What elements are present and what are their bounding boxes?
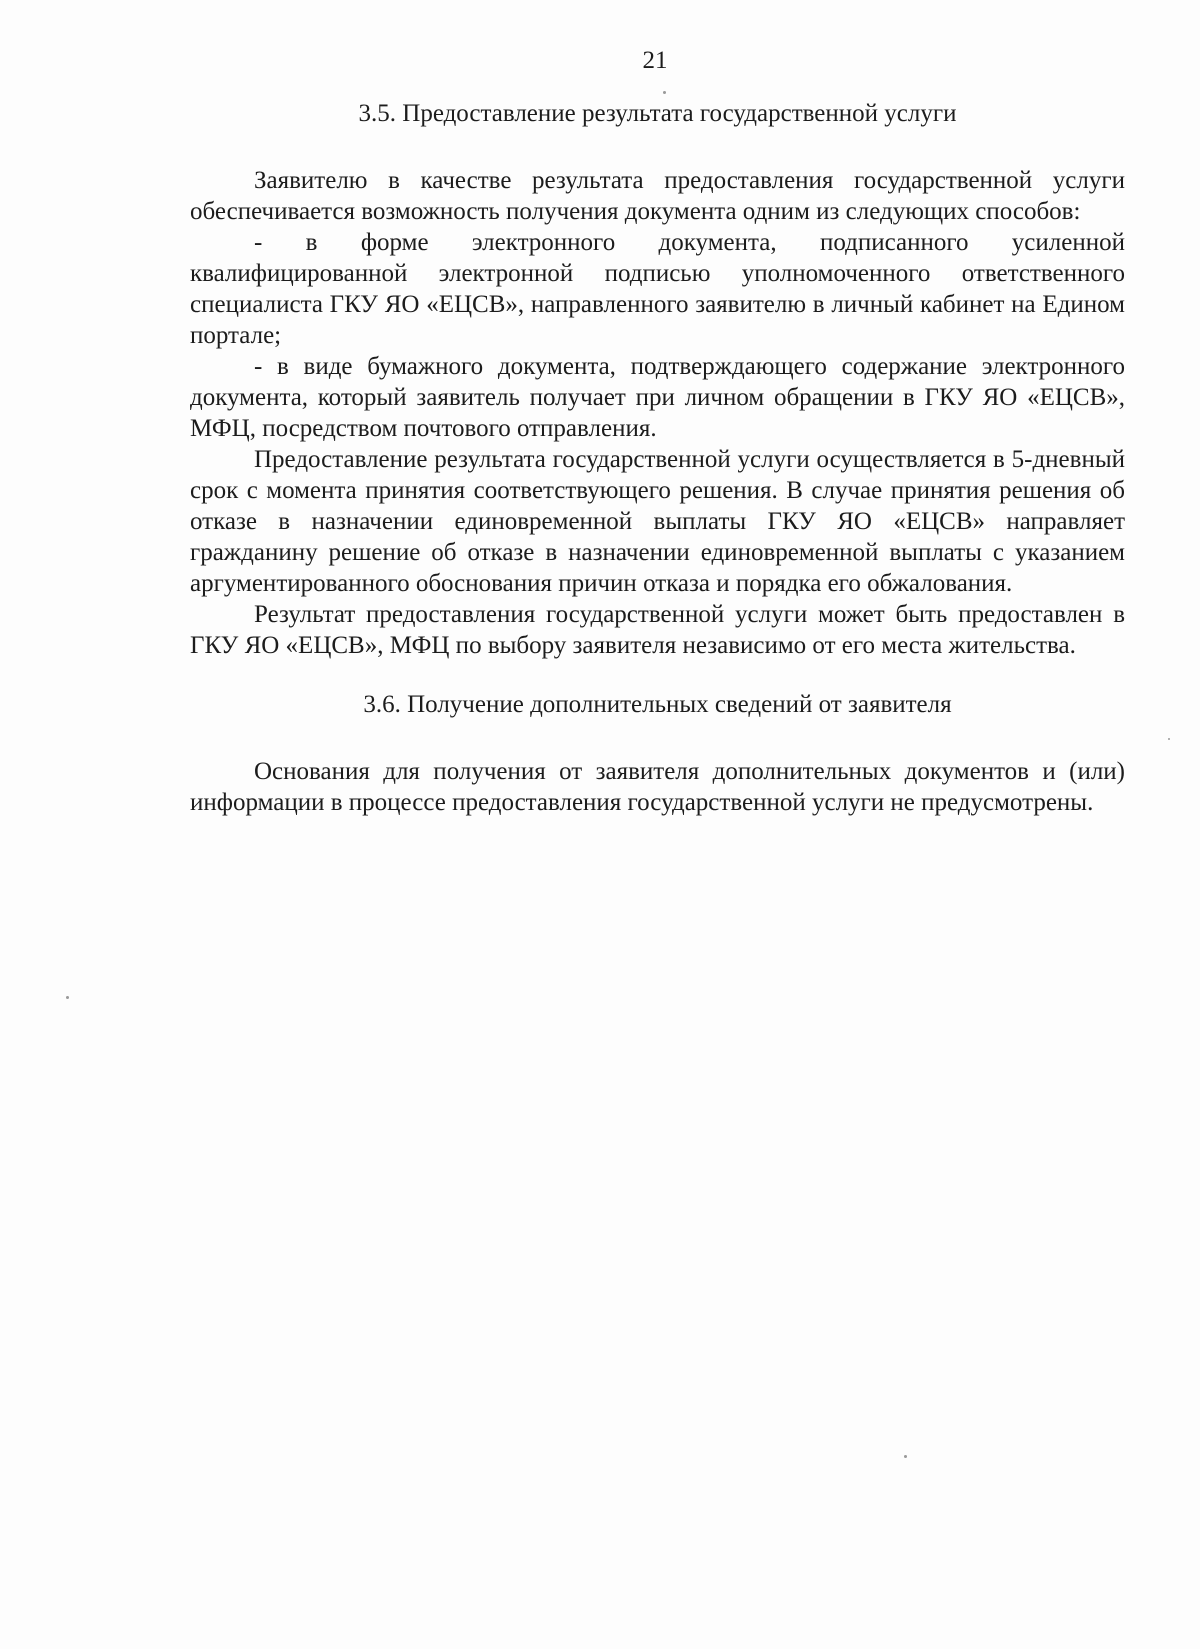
scan-speck bbox=[663, 91, 666, 94]
paragraph: Основания для получения от заявителя дополнительных документов и (или) информации в процессе предоставления государственной услуги не предусмотрены. bbox=[190, 758, 1125, 816]
list-item-electronic: - в форме электронного документа, подписанного усиленной квалифицированной электронной подписью уполномоченного ответственного специалиста ГКУ ЯО «ЕЦСВ», направленного заявителю в личный кабинет на Едином портале; bbox=[190, 229, 1125, 349]
scan-speck bbox=[1168, 738, 1170, 740]
scan-speck bbox=[66, 996, 69, 999]
section-heading-3-5: 3.5. Предоставление результата государственной услуги bbox=[358, 100, 957, 127]
section-heading-3-6: 3.6. Получение дополнительных сведений от заявителя bbox=[363, 691, 952, 718]
paragraph: Предоставление результата государственной услуги осуществляется в 5-дневный срок с момента принятия соответствующего решения. В случае принятия решения об отказе в назначении единовременной выплаты ГКУ ЯО «ЕЦСВ» направляет гражданину решение об отказе в назначении единовременной выплаты с указанием аргументированного обоснования причин отказа и порядка его обжалования. bbox=[190, 446, 1125, 597]
paragraph: Результат предоставления государственной услуги может быть предоставлен в ГКУ ЯО «ЕЦСВ», МФЦ по выбору заявителя независимо от его места жительства. bbox=[190, 601, 1125, 659]
document-body bbox=[190, 98, 1125, 818]
list-item-paper: - в виде бумажного документа, подтверждающего содержание электронного документа, который заявитель получает при личном обращении в ГКУ ЯО «ЕЦСВ», МФЦ, посредством почтового отправления. bbox=[190, 353, 1125, 442]
paragraph: Заявителю в качестве результата предоставления государственной услуги обеспечивается возможность получения документа одним из следующих способов: bbox=[190, 167, 1125, 225]
page-number: 21 bbox=[642, 47, 668, 74]
scan-speck bbox=[904, 1455, 907, 1458]
